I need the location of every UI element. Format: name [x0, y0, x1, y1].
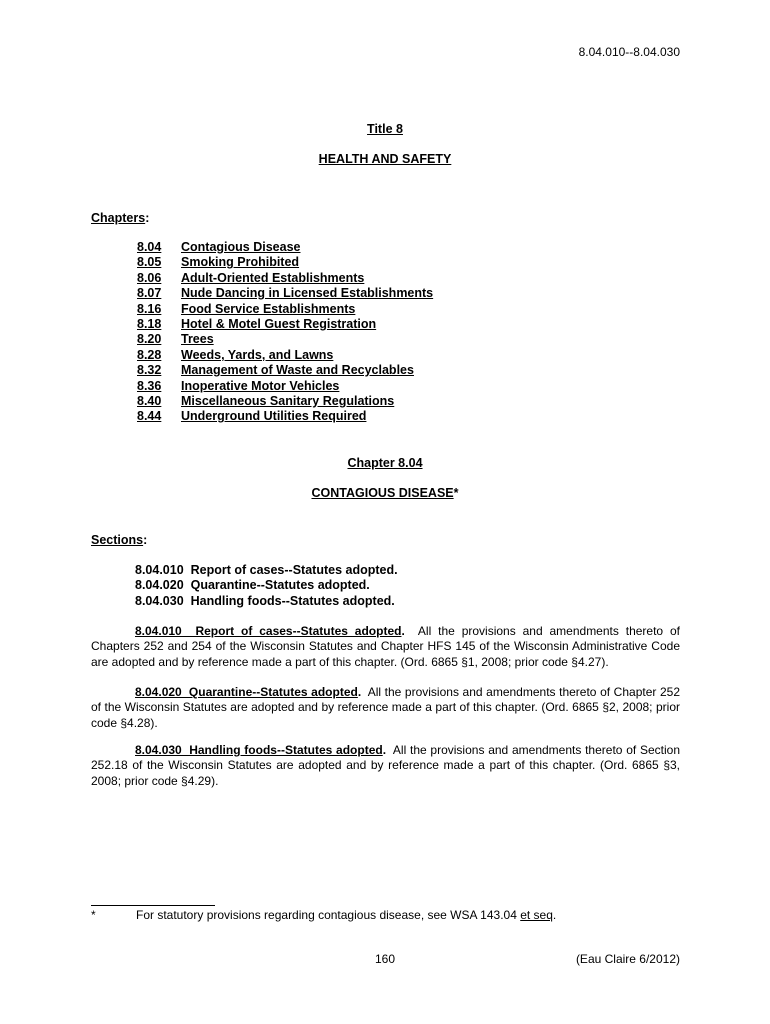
footnote-ref: et seq	[520, 908, 553, 922]
chapter-list	[137, 240, 433, 425]
section-item[interactable]: 8.04.010 Report of cases--Statutes adopted.	[135, 563, 398, 577]
chapter-number: 8.44	[137, 409, 162, 424]
section-heading-text: 8.04.010 Report of cases--Statutes adopted	[135, 624, 402, 638]
chapter-item[interactable]	[137, 332, 433, 347]
chapter-number: 8.05	[137, 255, 162, 270]
section-paragraph-8-04-030: 8.04.030 Handling foods--Statutes adopted. All the provisions and amendments thereto of Section 252.18 of the Wisconsin Statutes are adopted and by reference made a part of this chapter. (Ord. 6865 §3, 2008; prior code §4.29).	[91, 743, 680, 788]
section-heading-text: 8.04.030 Handling foods--Statutes adopted	[135, 743, 383, 757]
section-item[interactable]: 8.04.020 Quarantine--Statutes adopted.	[135, 578, 370, 593]
chapters-heading-text: Chapters	[91, 211, 146, 225]
chapter-name	[0, 486, 770, 500]
chapter-label-text: Chapter 8.04	[347, 456, 423, 470]
chapter-item[interactable]	[137, 286, 433, 301]
chapter-title-link[interactable]: Nude Dancing in Licensed Establishments	[181, 286, 434, 301]
chapter-number: 8.20	[137, 332, 162, 347]
section-body-text: All the provisions and amendments thereto of Chapter 252 of the Wisconsin Statutes are adopted and by reference made a part of this chapter. (Ord. 6865 §2, 2008; prior code §4.28).	[91, 685, 680, 730]
section-paragraph-8-04-010: 8.04.010 Report of cases--Statutes adopted. All the provisions and amendments thereto of Chapters 252 and 254 of the Wisconsin Statutes and Chapter HFS 145 of the Wisconsin Administrative Code are adopted and by reference made a part of this chapter. (Ord. 6865 §1, 2008; prior code §4.27).	[91, 624, 680, 669]
footnote-divider	[91, 905, 215, 906]
section-heading-text: 8.04.020 Quarantine--Statutes adopted	[135, 685, 358, 699]
chapter-title-link[interactable]: Inoperative Motor Vehicles	[181, 378, 340, 393]
chapter-title-link[interactable]: Food Service Establishments	[181, 301, 356, 316]
chapter-title-link[interactable]: Miscellaneous Sanitary Regulations	[181, 393, 395, 408]
chapter-item[interactable]	[137, 363, 433, 378]
page-number: 160	[374, 952, 396, 966]
chapter-title-link[interactable]: Contagious Disease	[181, 240, 301, 254]
section-body-text: All the provisions and amendments thereto of Chapters 252 and 254 of the Wisconsin Statutes and Chapter HFS 145 of the Wisconsin Administrative Code are adopted and by reference made a part of this chapter. (Ord. 6865 §1, 2008; prior code §4.27).	[91, 624, 680, 669]
chapter-item[interactable]	[137, 271, 433, 286]
chapter-item[interactable]	[137, 255, 433, 270]
sections-heading: Sections:	[91, 533, 148, 547]
chapter-number: 8.06	[137, 270, 162, 285]
chapter-title-link[interactable]: Management of Waste and Recyclables	[181, 363, 414, 378]
section-list	[135, 563, 398, 609]
title-number	[0, 122, 770, 136]
chapter-number: 8.36	[137, 378, 162, 393]
chapter-number: 8.16	[137, 301, 162, 316]
footnote-text	[136, 908, 556, 922]
header-section-range: 8.04.010--8.04.030	[578, 45, 680, 59]
section-paragraph-8-04-020: 8.04.020 Quarantine--Statutes adopted. All the provisions and amendments thereto of Chapter 252 of the Wisconsin Statutes are adopted and by reference made a part of this chapter. (Ord. 6865 §2, 2008; prior code §4.28).	[91, 685, 680, 730]
chapter-item[interactable]	[137, 379, 433, 394]
chapter-name-text: CONTAGIOUS DISEASE	[311, 486, 454, 500]
chapter-number: 8.04	[137, 240, 162, 254]
section-body-text: All the provisions and amendments thereto of Section 252.18 of the Wisconsin Statutes are adopted and by reference made a part of this chapter. (Ord. 6865 §3, 2008; prior code §4.29).	[91, 743, 680, 788]
title-name-text: HEALTH AND SAFETY	[318, 152, 452, 166]
chapter-title-link[interactable]: Smoking Prohibited	[181, 255, 300, 270]
title-name	[0, 152, 770, 166]
section-item[interactable]: 8.04.030 Handling foods--Statutes adopted.	[135, 593, 395, 608]
chapter-item[interactable]	[137, 240, 433, 255]
footnote-mark: *	[91, 908, 96, 922]
chapter-title-link[interactable]: Weeds, Yards, and Lawns	[181, 347, 334, 362]
title-number-text: Title 8	[367, 122, 403, 136]
chapter-title-link[interactable]: Hotel & Motel Guest Registration	[181, 316, 377, 331]
chapter-number: 8.18	[137, 316, 162, 331]
chapter-title-link[interactable]: Trees	[181, 332, 214, 347]
chapter-title-link[interactable]: Underground Utilities Required	[181, 409, 367, 424]
chapter-item[interactable]	[137, 409, 433, 424]
chapter-number: 8.07	[137, 286, 162, 301]
edition-date: (Eau Claire 6/2012)	[575, 952, 680, 966]
chapter-number: 8.40	[137, 393, 162, 408]
chapter-item[interactable]	[137, 348, 433, 363]
chapter-number: 8.28	[137, 347, 162, 362]
chapter-item[interactable]	[137, 317, 433, 332]
footnote-body: For statutory provisions regarding contagious disease, see WSA 143.04	[136, 908, 521, 922]
sections-heading-text: Sections	[91, 533, 144, 547]
chapter-title-link[interactable]: Adult-Oriented Establishments	[181, 270, 365, 285]
chapter-number: 8.32	[137, 363, 162, 378]
chapter-item[interactable]	[137, 394, 433, 409]
chapter-label	[0, 456, 770, 470]
footnote-end: .	[552, 908, 557, 922]
chapters-heading: Chapters:	[91, 211, 150, 225]
chapter-item[interactable]	[137, 302, 433, 317]
footnote-marker: *	[453, 486, 459, 500]
